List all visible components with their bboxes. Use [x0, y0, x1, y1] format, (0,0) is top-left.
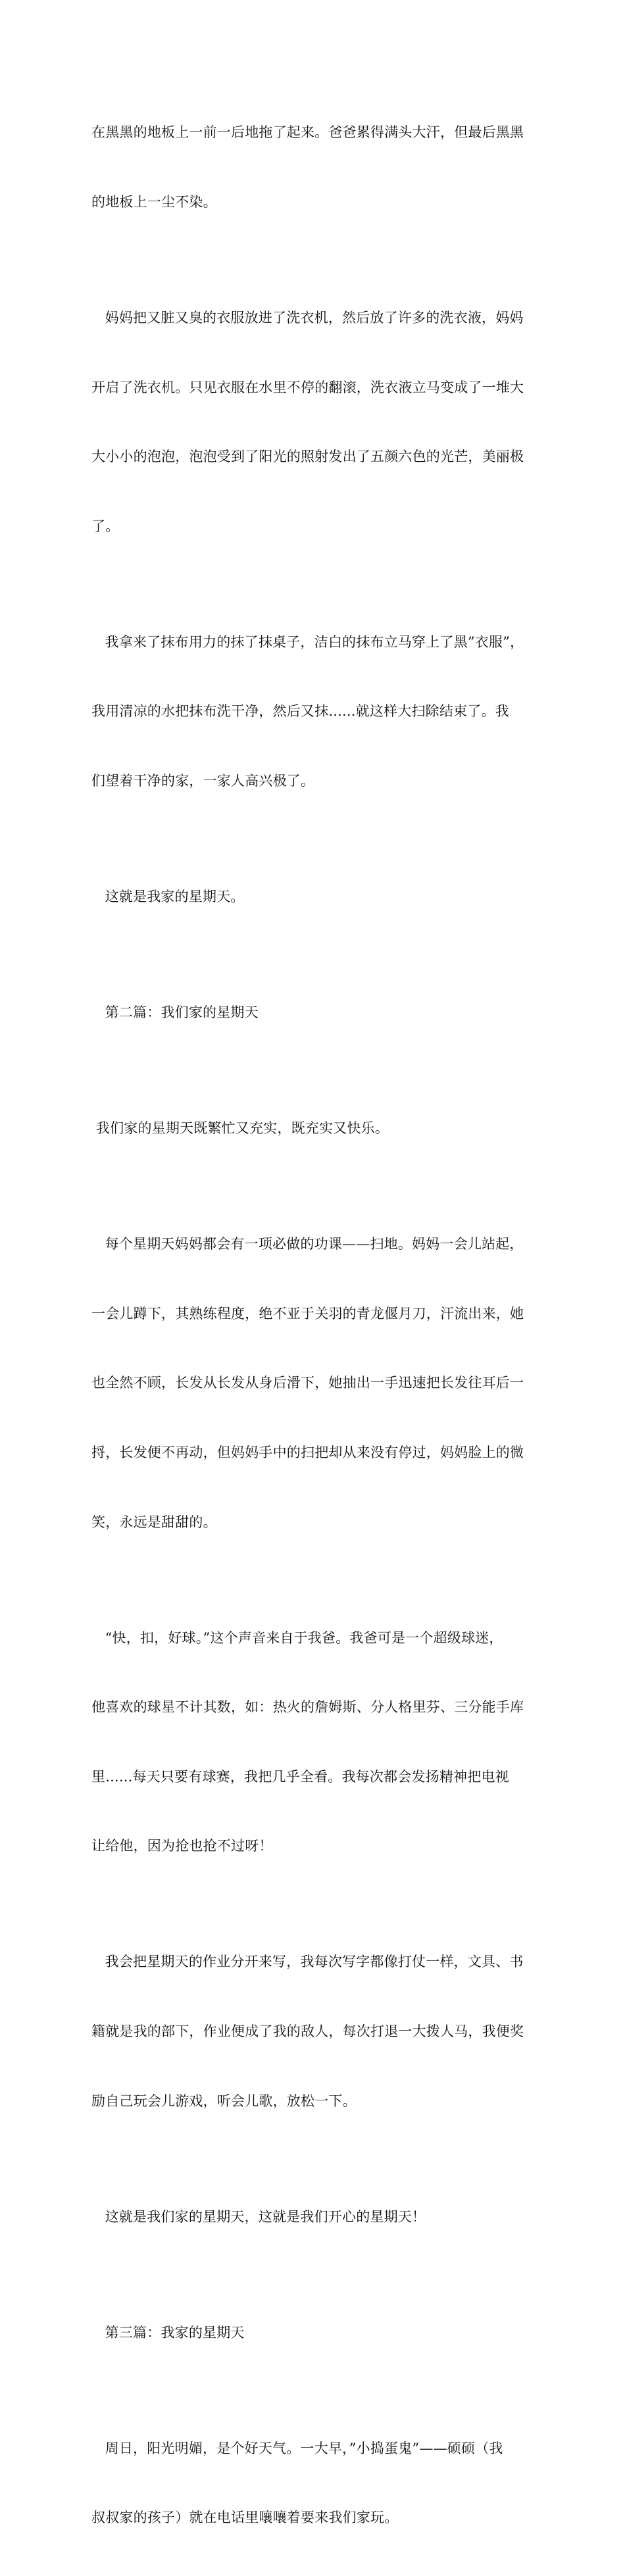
text-line: 我拿来了抹布用力的抹了抹桌子，洁白的抹布立马穿上了黑”衣服”，: [91, 633, 524, 650]
text-line: 妈妈把又脏又臭的衣服放进了洗衣机，然后放了许多的洗衣液，妈妈: [91, 310, 524, 326]
text-line: 周日，阳光明媚，是个好天气。一大早，”小捣蛋鬼”——硕硕（我: [91, 2440, 503, 2456]
text-line: 我们家的星期天既繁忙又充实，既充实又快乐。: [91, 1120, 389, 1137]
section-heading-2: [91, 955, 539, 1071]
text-line: 的地板上一尘不染。: [91, 194, 217, 211]
text-line: 大小小的泡泡，泡泡受到了阳光的照射发出了五颜六色的光芒，美丽极: [91, 449, 524, 465]
text-line: 也全然不顾，长发从长发从身后滑下，她抽出一手迅速把长发往耳后一: [91, 1375, 524, 1391]
section-heading-3: [91, 2275, 539, 2390]
paragraph-sunday-morning: [91, 2390, 539, 2576]
text-line: 这就是我家的星期天。: [91, 889, 245, 905]
paragraph-conclusion-2: [91, 2159, 539, 2275]
paragraph-laundry: [91, 260, 539, 585]
text-line: “快，扣，好球。”这个声音来自于我爸。我爸可是一个超级球迷，: [91, 1629, 503, 1646]
text-line: 叔叔家的孩子）就在电话里嚷嚷着要来我们家玩。: [91, 2510, 399, 2526]
text-line: 在黑黑的地板上一前一后地拖了起来。爸爸累得满头大汗，但最后黑黑: [91, 124, 524, 141]
text-line: 捋，长发便不再动，但妈妈手中的扫把却从来没有停过，妈妈脸上的微: [91, 1444, 524, 1460]
document-body: [91, 75, 539, 2576]
paragraph-conclusion-1: [91, 839, 539, 955]
text-line: 他喜欢的球星不计其数，如：热火的詹姆斯、分人格里芬、三分能手库: [91, 1699, 524, 1716]
text-line: 励自己玩会儿游戏，听会儿歌，放松一下。: [91, 2093, 357, 2109]
text-line: 第三篇：我家的星期天: [91, 2324, 245, 2341]
text-line: 开启了洗衣机。只见衣服在水里不停的翻滚，洗衣液立马变成了一堆大: [91, 379, 524, 395]
paragraph-homework: [91, 1904, 539, 2159]
text-line: 让给他，因为抢也抢不过呀！: [91, 1838, 273, 1854]
paragraph-mopping-end: [91, 75, 539, 260]
text-line: 籍就是我的部下，作业便成了我的敌人，每次打退一大拨人马，我便奖: [91, 2023, 524, 2040]
text-line: 这就是我们家的星期天，这就是我们开心的星期天！: [91, 2208, 426, 2225]
paragraph-mother-sweeping: [91, 1187, 539, 1580]
text-line: 了。: [91, 518, 120, 534]
paragraph-intro-2: [91, 1071, 539, 1187]
paragraph-wiping-table: [91, 584, 539, 839]
text-line: 笑，永远是甜甜的。: [91, 1514, 217, 1530]
text-line: 我会把星期天的作业分开来写，我每次写字都像打仗一样，文具、书: [91, 1954, 524, 1970]
text-line: 们望着干净的家，一家人高兴极了。: [91, 773, 315, 789]
text-line: 我用清凉的水把抹布洗干净，然后又抹......就这样大扫除结束了。我: [91, 703, 509, 720]
text-line: 每个星期天妈妈都会有一项必做的功课——扫地。妈妈一会儿站起，: [91, 1236, 524, 1252]
text-line: 第二篇：我们家的星期天: [91, 1004, 259, 1021]
text-line: 里......每天只要有球赛，我把几乎全看。我每次都会发扬精神把电视: [91, 1768, 509, 1785]
paragraph-father-basketball: [91, 1580, 539, 1904]
text-line: 一会儿蹲下，其熟练程度，绝不亚于关羽的青龙偃月刀，汗流出来，她: [91, 1305, 524, 1322]
